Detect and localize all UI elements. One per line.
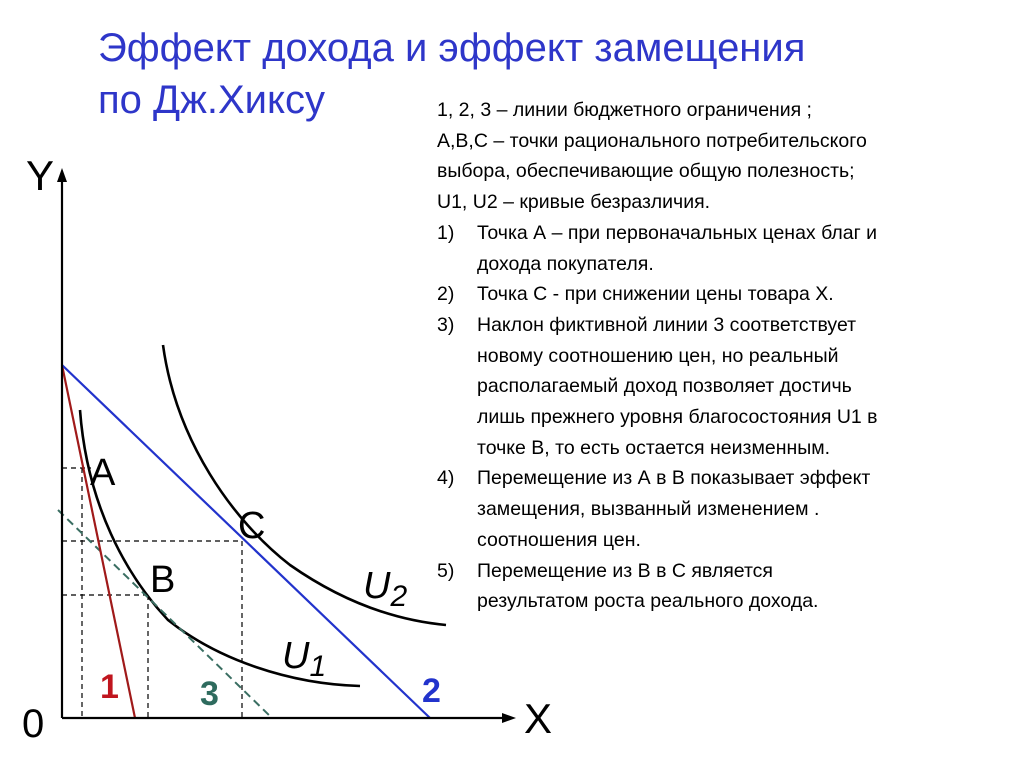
legend-intro-line-4: U1, U2 – кривые безразличия. [437,191,711,214]
indifference-curve-u1 [80,410,360,686]
curve-u1-letter: U [282,635,310,677]
legend-item-line: Наклон фиктивной линии 3 соответствует [477,313,857,336]
legend-item-number: 4) [437,467,455,490]
point-b-label: B [150,559,176,601]
x-axis-arrow [502,713,516,723]
curve-u2-label [363,565,407,613]
legend-item-line: Точка С - при снижении цены товара Х. [477,283,834,306]
legend-item-text [477,218,1017,279]
legend-item-line: точке В, то есть остается неизменным. [477,436,831,459]
title-line-2: по Дж.Хиксу [98,78,325,122]
legend-item-text [477,463,1017,555]
legend-item-4 [437,463,1017,555]
curve-u1-subscript: 1 [309,650,327,683]
y-axis-arrow [57,168,67,182]
legend-item-line: результатом роста реального дохода. [477,590,819,613]
legend-item-5 [437,556,1017,617]
legend-item-number: 5) [437,559,455,582]
legend-item-line: Точка А – при первоначальных ценах благ и [477,221,878,244]
legend-item-line: соотношения цен. [477,528,641,551]
point-c-label: C [238,505,266,547]
legend-intro-line-1: 1, 2, 3 – линии бюджетного ограничения ; [437,99,812,121]
legend-item-text [477,556,1017,617]
origin-label: 0 [22,702,45,746]
legend-item-line: Перемещение из В в С является [477,559,773,582]
y-axis-label: Y [26,152,55,199]
legend-item-line: располагаемый доход позволяет достичь [477,375,852,398]
curve-u2-subscript: 2 [390,580,408,613]
legend-intro-line-2: A,B,C – точки рационального потребительского [437,129,867,152]
legend-item-line: Перемещение из А в В показывает эффект [477,467,871,490]
x-axis-label: X [524,695,553,742]
point-a-label: A [90,452,116,494]
budget-line-3-label: 3 [200,675,219,713]
legend-item-2 [437,279,1017,310]
budget-line-2-label: 2 [422,672,441,710]
legend-item-text [477,279,1017,310]
legend-item-line: новому соотношению цен, но реальный [477,344,839,367]
legend-item-line: лишь прежнего уровня благосостояния U1 в [477,406,878,429]
legend-item-line: замещения, вызванный изменением . [477,498,820,521]
legend-item-3 [437,310,1017,464]
legend-numbered-list [437,218,1017,617]
legend-intro-line-3: выбора, обеспечивающие общую полезность; [437,160,855,183]
legend-item-number: 1) [437,221,455,244]
legend-item-number: 2) [437,283,455,306]
legend-item-1 [437,218,1017,279]
legend-item-text [477,310,1017,464]
title-line-1: Эффект дохода и эффект замещения [98,26,806,70]
legend-item-line: дохода покупателя. [477,252,654,275]
curve-u1-label [282,635,326,683]
budget-line-1-label: 1 [100,668,119,706]
legend-text [437,95,1017,617]
curve-u2-letter: U [363,565,391,607]
legend-item-number: 3) [437,313,455,336]
